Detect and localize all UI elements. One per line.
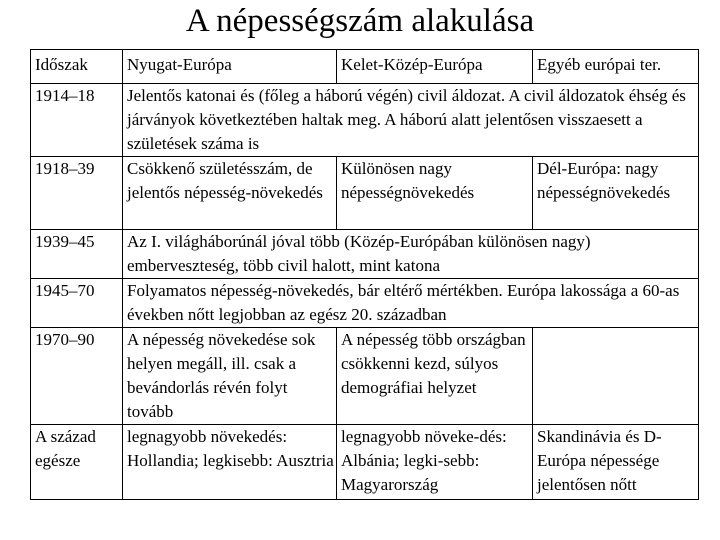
west-cell: A népesség növekedése sok helyen megáll, ill. csak a bevándorlás révén folyt tovább [123,328,337,425]
west-cell: Csökkenő születésszám, de jelentős népesség-növekedés [123,157,337,230]
west-cell: legnagyobb növekedés: Hollandia; legkisebb: Ausztria [123,425,337,500]
population-table [30,49,699,500]
period-cell: 1945–70 [31,279,123,328]
header-other-europe: Egyéb európai ter. [533,50,699,84]
merged-cell: Jelentős katonai és (főleg a háború végén) civil áldozat. A civil áldozatok éhség és járványok következtében haltak meg. A háború alatt jelentősen visszaesett a születések száma is [123,84,699,157]
table-row [31,230,699,279]
table-row [31,425,699,500]
table-row [31,328,699,425]
table-row [31,84,699,157]
merged-cell: Az I. világháborúnál jóval több (Közép-Európában különösen nagy) emberveszteség, több civil halott, mint katona [123,230,699,279]
header-period: Időszak [31,50,123,84]
east-cell: A népesség több országban csökkenni kezd, súlyos demográfiai helyzet [337,328,533,425]
table-row [31,279,699,328]
merged-cell: Folyamatos népesség-növekedés, bár eltérő mértékben. Európa lakossága a 60-as években nőtt legjobban az egész 20. században [123,279,699,328]
period-cell: 1918–39 [31,157,123,230]
period-cell: 1939–45 [31,230,123,279]
table-header-row [31,50,699,84]
east-cell: legnagyobb növeke-dés: Albánia; legki-sebb: Magyarország [337,425,533,500]
header-west-europe: Nyugat-Európa [123,50,337,84]
other-cell [533,328,699,425]
other-cell: Dél-Európa: nagy népességnövekedés [533,157,699,230]
period-cell: A század egésze [31,425,123,500]
east-cell: Különösen nagy népességnövekedés [337,157,533,230]
header-east-central-europe: Kelet-Közép-Európa [337,50,533,84]
period-cell: 1970–90 [31,328,123,425]
period-cell: 1914–18 [31,84,123,157]
other-cell: Skandinávia és D-Európa népessége jelentősen nőtt [533,425,699,500]
table-row [31,157,699,230]
page-title: A népességszám alakulása [185,3,535,39]
